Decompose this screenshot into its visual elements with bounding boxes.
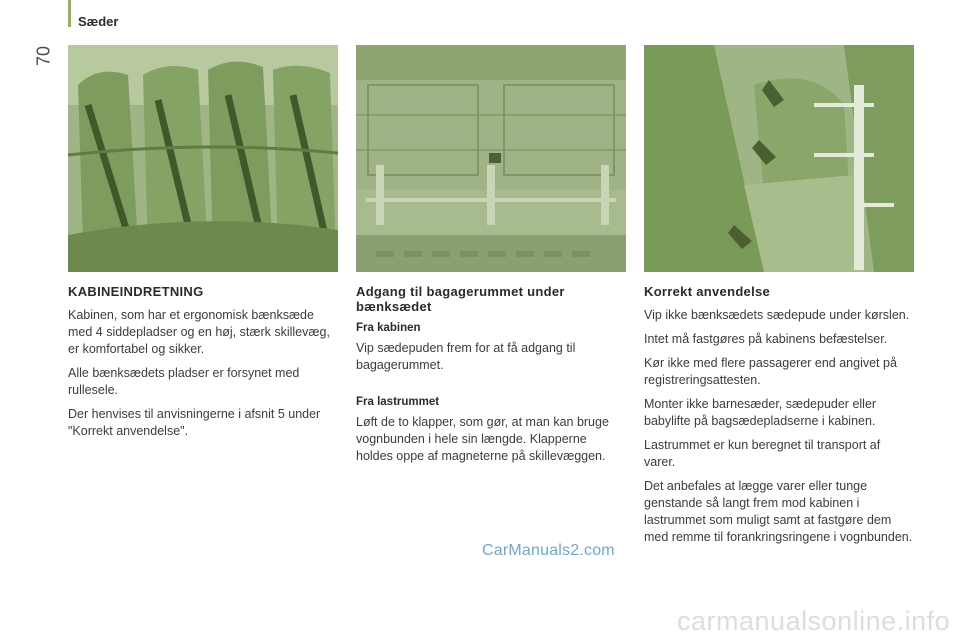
watermark-link[interactable]: CarManuals2.com (482, 542, 615, 559)
bench-seat-illustration (68, 45, 338, 272)
watermark-footer: carmanualsonline.info (677, 606, 951, 636)
paragraph: Monter ikke barnesæder, sædepuder eller babylifte på bagsædepladserne i kabinen. (644, 397, 877, 428)
paragraph: Vip ikke bænksædets sædepude under kørslen. (644, 308, 910, 322)
column-cabin-layout (68, 284, 340, 447)
paragraph: Alle bænksædets pladser er forsynet med rullesele. (68, 366, 300, 397)
paragraph: Intet må fastgøres på kabinens befæstelser. (644, 332, 888, 346)
paragraph: Kør ikke med flere passagerer end angivet på registreringsattesten. (644, 356, 897, 387)
paragraph: Lastrummet er kun beregnet til transport af varer. (644, 438, 881, 469)
heading-cabin-layout: KABINEINDRETNING (68, 284, 204, 299)
column-correct-use (644, 284, 914, 553)
column-storage-access (356, 284, 612, 472)
subheading-from-cargo: Fra lastrummet (356, 396, 440, 408)
section-title: Sæder (78, 14, 119, 29)
paragraph: Løft de to klapper, som gør, at man kan bruge vognbunden i hele sin længde. Klapperne holdes oppe af magneterne på skillevæggen. (356, 415, 609, 463)
seat-buckles-illustration (644, 45, 914, 272)
subheading-from-cabin: Fra kabinen (356, 322, 421, 334)
paragraph: Der henvises til anvisningerne i afsnit 5 under "Korrekt anvendelse". (68, 407, 321, 438)
paragraph: Det anbefales at lægge varer eller tunge genstande så langt frem mod kabinen i lastrummet som muligt samt at fastgøre dem med remme til forankringsringene i vognbunden. (644, 479, 913, 544)
page-number: 70 (33, 45, 54, 67)
section-accent-bar (68, 0, 71, 27)
storage-compartment-illustration (356, 45, 626, 272)
paragraph: Kabinen, som har et ergonomisk bænksæde med 4 siddepladser og en høj, stærk skillevæg, er komfortabel og sikker. (68, 308, 330, 356)
paragraph: Vip sædepuden frem for at få adgang til bagagerummet. (356, 341, 576, 372)
heading-storage-access: Adgang til bagagerummet under bænksædet (356, 284, 565, 314)
heading-correct-use: Korrekt anvendelse (644, 284, 771, 299)
